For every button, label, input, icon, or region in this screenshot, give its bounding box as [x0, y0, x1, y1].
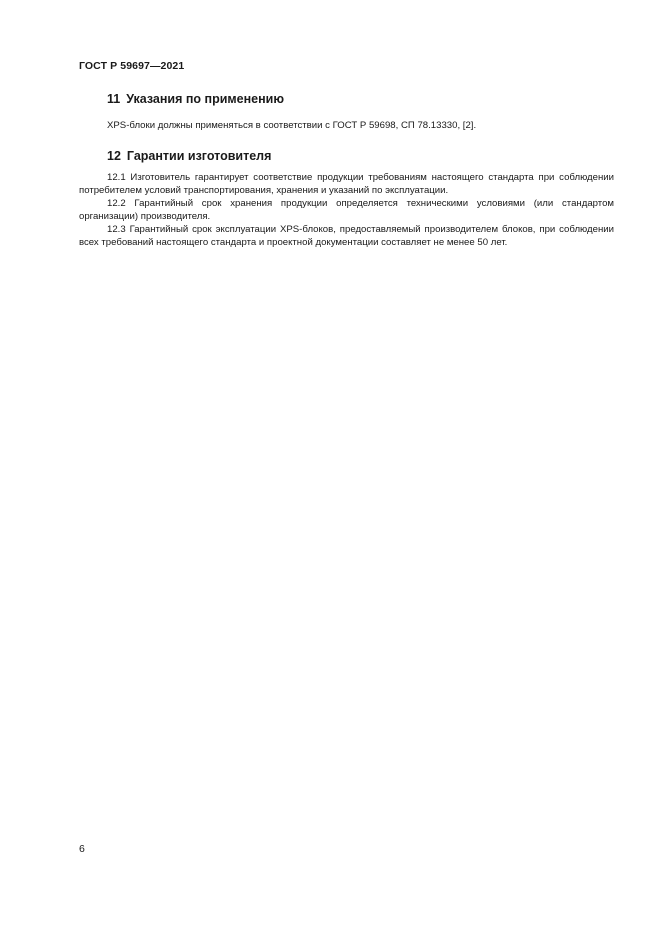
section-12 — [79, 149, 614, 249]
paragraph-12-2: 12.2 Гарантийный срок хранения продукции определяется техническими условиями (или стандартом организации) производителя. — [79, 198, 614, 222]
section-title — [79, 149, 614, 163]
section-number: 12 — [107, 149, 121, 163]
document-header: ГОСТ Р 59697—2021 — [79, 60, 185, 72]
section-title-text: Гарантии изготовителя — [126, 149, 272, 163]
section-11 — [79, 92, 614, 132]
paragraph-12-1: 12.1 Изготовитель гарантирует соответствие продукции требованиям настоящего стандарта при соблюдении потребителем условий транспортирования, хранения и указаний по эксплуатации. — [79, 172, 614, 196]
section-title — [79, 92, 614, 106]
section-title-text: Указания по применению — [126, 92, 285, 106]
paragraph: XPS-блоки должны применяться в соответствии с ГОСТ Р 59698, СП 78.13330, [2]. — [107, 120, 477, 131]
paragraph-12-3: 12.3 Гарантийный срок эксплуатации XPS-блоков, предоставляемый производителем блоков, при соблюдении всех требований настоящего стандарта и проектной документации составляет не менее 50 лет. — [79, 224, 614, 248]
page-number: 6 — [79, 843, 85, 855]
section-number: 11 — [107, 92, 121, 106]
